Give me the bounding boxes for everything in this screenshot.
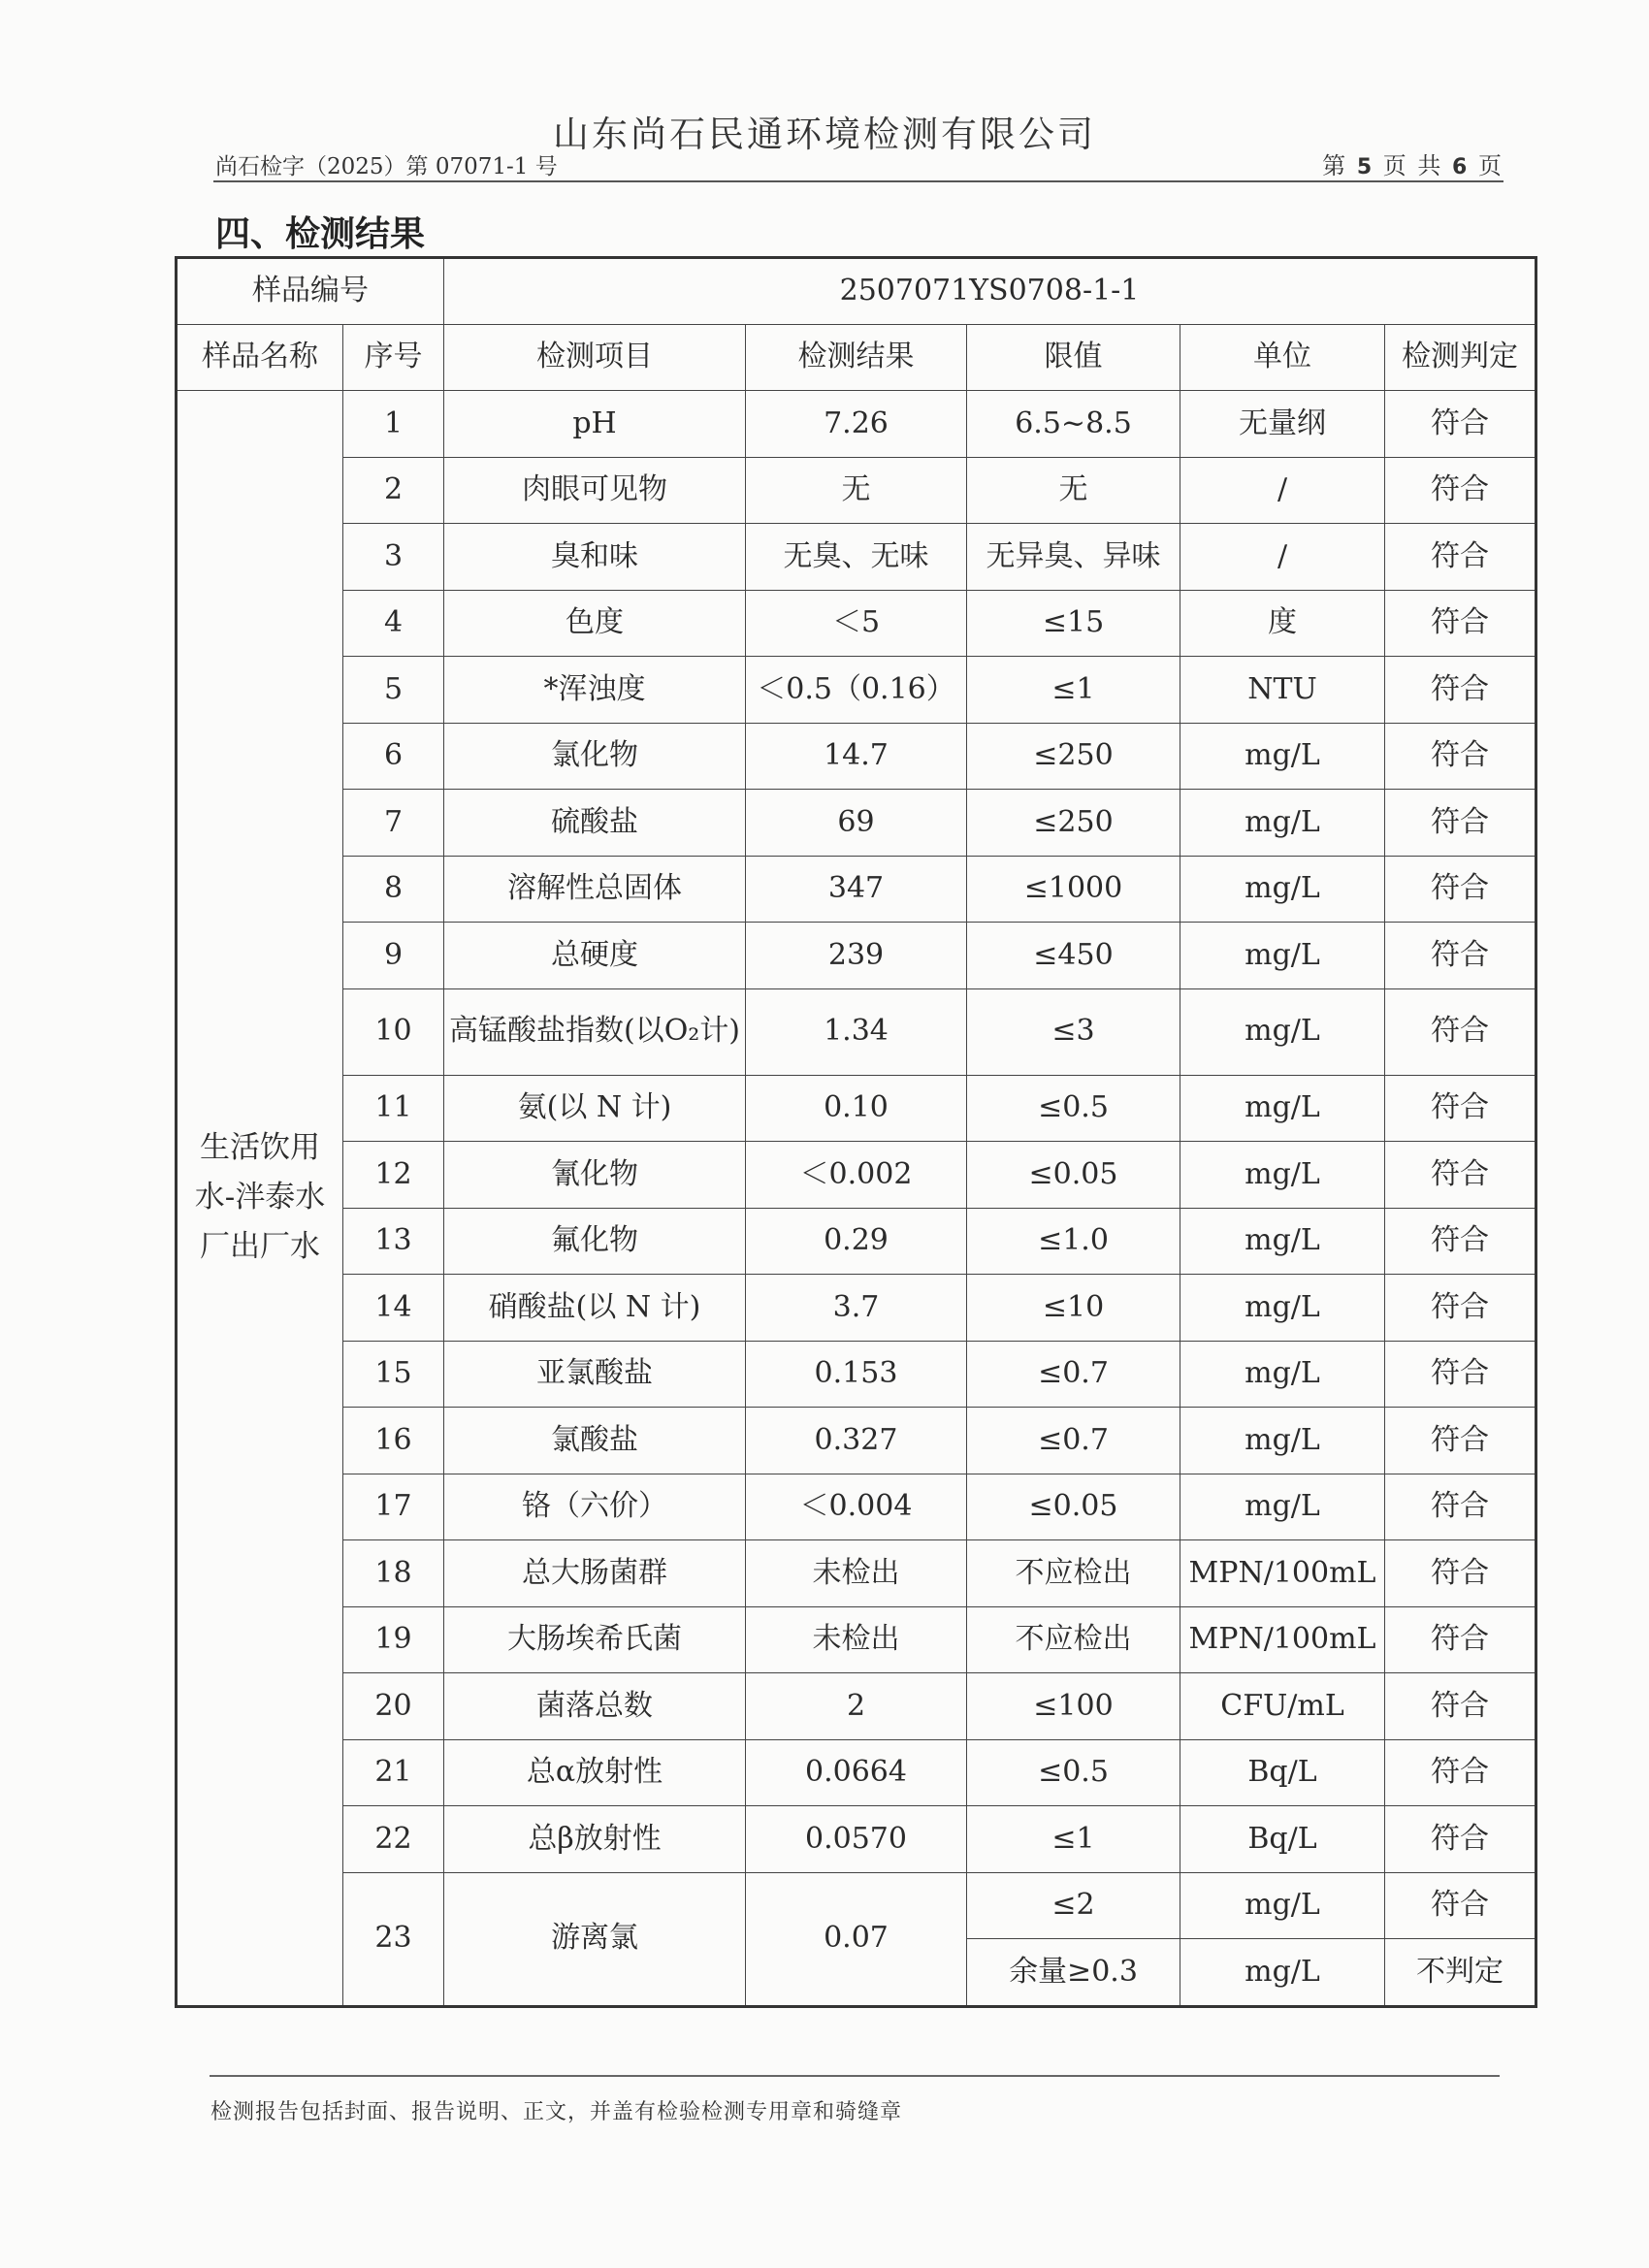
test-result: 3.7 bbox=[746, 1275, 967, 1342]
test-item: 总大肠菌群 bbox=[444, 1540, 746, 1607]
sample-id-row bbox=[177, 258, 1536, 325]
test-item: 氟化物 bbox=[444, 1208, 746, 1275]
company-name: 山东尚石民通环境检测有限公司 bbox=[553, 113, 1096, 155]
table-row bbox=[177, 590, 1536, 657]
col-header-item: 检测项目 bbox=[444, 325, 746, 391]
test-item: 亚氯酸盐 bbox=[444, 1341, 746, 1408]
unit: MPN/100mL bbox=[1180, 1540, 1385, 1607]
table-row bbox=[177, 988, 1536, 1075]
limit-value: ≤3 bbox=[967, 988, 1180, 1075]
test-item: 铬（六价） bbox=[444, 1474, 746, 1540]
limit-value: ≤0.5 bbox=[967, 1739, 1180, 1806]
judgement: 符合 bbox=[1385, 1275, 1536, 1342]
judgement: 符合 bbox=[1385, 1872, 1536, 1939]
unit: mg/L bbox=[1180, 1939, 1385, 2007]
test-item: 氯酸盐 bbox=[444, 1408, 746, 1474]
page-current: 5 bbox=[1356, 155, 1374, 179]
test-item: 氯化物 bbox=[444, 723, 746, 790]
unit: / bbox=[1180, 524, 1385, 591]
col-header-judgement: 检测判定 bbox=[1385, 325, 1536, 391]
table-row bbox=[177, 923, 1536, 989]
header-divider bbox=[213, 180, 1504, 182]
page-prefix: 第 bbox=[1322, 152, 1348, 179]
table-row bbox=[177, 1208, 1536, 1275]
row-number: 1 bbox=[343, 391, 444, 458]
test-result: ＜5 bbox=[746, 590, 967, 657]
row-number: 2 bbox=[343, 457, 444, 524]
unit: Bq/L bbox=[1180, 1806, 1385, 1873]
test-item: 氰化物 bbox=[444, 1142, 746, 1209]
row-number: 7 bbox=[343, 790, 444, 857]
judgement: 符合 bbox=[1385, 1673, 1536, 1740]
judgement: 符合 bbox=[1385, 1208, 1536, 1275]
limit-value: ≤0.5 bbox=[967, 1075, 1180, 1142]
test-result: 7.26 bbox=[746, 391, 967, 458]
test-result: ＜0.004 bbox=[746, 1474, 967, 1540]
limit-value: ≤0.05 bbox=[967, 1474, 1180, 1540]
unit: mg/L bbox=[1180, 1275, 1385, 1342]
col-header-sample-name: 样品名称 bbox=[177, 325, 343, 391]
unit: mg/L bbox=[1180, 923, 1385, 989]
row-number: 8 bbox=[343, 856, 444, 923]
table-row bbox=[177, 1606, 1536, 1673]
test-result: 1.34 bbox=[746, 988, 967, 1075]
limit-value: ≤0.7 bbox=[967, 1341, 1180, 1408]
test-result: 无 bbox=[746, 457, 967, 524]
row-number: 13 bbox=[343, 1208, 444, 1275]
judgement: 符合 bbox=[1385, 1408, 1536, 1474]
unit: mg/L bbox=[1180, 988, 1385, 1075]
table-row bbox=[177, 1142, 1536, 1209]
unit: mg/L bbox=[1180, 1341, 1385, 1408]
test-item: *浑浊度 bbox=[444, 657, 746, 724]
table-row bbox=[177, 1806, 1536, 1873]
table-row bbox=[177, 856, 1536, 923]
limit-value: ≤1000 bbox=[967, 856, 1180, 923]
footer-note: 检测报告包括封面、报告说明、正文，并盖有检验检测专用章和骑缝章 bbox=[210, 2100, 903, 2124]
test-result: 0.0570 bbox=[746, 1806, 967, 1873]
judgement: 符合 bbox=[1385, 1142, 1536, 1209]
judgement: 符合 bbox=[1385, 1739, 1536, 1806]
unit: 度 bbox=[1180, 590, 1385, 657]
test-item: 总硬度 bbox=[444, 923, 746, 989]
page-indicator bbox=[1322, 146, 1504, 180]
table-row bbox=[177, 1540, 1536, 1607]
table-row bbox=[177, 790, 1536, 857]
limit-value: ≤10 bbox=[967, 1275, 1180, 1342]
table-row bbox=[177, 1739, 1536, 1806]
limit-value: ≤1 bbox=[967, 657, 1180, 724]
table-row bbox=[177, 657, 1536, 724]
row-number: 22 bbox=[343, 1806, 444, 1873]
col-header-result: 检测结果 bbox=[746, 325, 967, 391]
col-header-no: 序号 bbox=[343, 325, 444, 391]
test-result: 无臭、无味 bbox=[746, 524, 967, 591]
unit: NTU bbox=[1180, 657, 1385, 724]
unit: MPN/100mL bbox=[1180, 1606, 1385, 1673]
limit-value: 不应检出 bbox=[967, 1606, 1180, 1673]
judgement: 符合 bbox=[1385, 590, 1536, 657]
judgement: 符合 bbox=[1385, 856, 1536, 923]
unit: mg/L bbox=[1180, 1075, 1385, 1142]
row-number: 10 bbox=[343, 988, 444, 1075]
table-row bbox=[177, 1275, 1536, 1342]
judgement: 符合 bbox=[1385, 524, 1536, 591]
test-result: 0.10 bbox=[746, 1075, 967, 1142]
test-item: 游离氯 bbox=[444, 1872, 746, 2006]
limit-value: ≤450 bbox=[967, 923, 1180, 989]
table-row bbox=[177, 723, 1536, 790]
limit-value: 6.5~8.5 bbox=[967, 391, 1180, 458]
limit-value: 无异臭、异味 bbox=[967, 524, 1180, 591]
unit: mg/L bbox=[1180, 1142, 1385, 1209]
limit-value: ≤15 bbox=[967, 590, 1180, 657]
row-number: 14 bbox=[343, 1275, 444, 1342]
test-item: 高锰酸盐指数(以O₂计) bbox=[444, 988, 746, 1075]
limit-value: ≤2 bbox=[967, 1872, 1180, 1939]
row-number: 19 bbox=[343, 1606, 444, 1673]
table-row bbox=[177, 1408, 1536, 1474]
table-row bbox=[177, 524, 1536, 591]
judgement: 符合 bbox=[1385, 988, 1536, 1075]
unit: mg/L bbox=[1180, 1474, 1385, 1540]
test-result: 239 bbox=[746, 923, 967, 989]
unit: / bbox=[1180, 457, 1385, 524]
limit-value: ≤1.0 bbox=[967, 1208, 1180, 1275]
judgement: 符合 bbox=[1385, 657, 1536, 724]
test-item: 肉眼可见物 bbox=[444, 457, 746, 524]
test-result: 未检出 bbox=[746, 1606, 967, 1673]
judgement: 符合 bbox=[1385, 1540, 1536, 1607]
table-row bbox=[177, 1341, 1536, 1408]
test-result: 347 bbox=[746, 856, 967, 923]
unit: mg/L bbox=[1180, 856, 1385, 923]
table-row bbox=[177, 457, 1536, 524]
results-table bbox=[175, 256, 1537, 2008]
test-result: 未检出 bbox=[746, 1540, 967, 1607]
row-number: 23 bbox=[343, 1872, 444, 2006]
test-result: ＜0.5（0.16） bbox=[746, 657, 967, 724]
section-title: 四、检测结果 bbox=[215, 214, 426, 254]
judgement: 符合 bbox=[1385, 457, 1536, 524]
test-result: 0.153 bbox=[746, 1341, 967, 1408]
test-item: 溶解性总固体 bbox=[444, 856, 746, 923]
table-row bbox=[177, 1872, 1536, 1939]
test-item: pH bbox=[444, 391, 746, 458]
limit-value: 余量≥0.3 bbox=[967, 1939, 1180, 2007]
unit: mg/L bbox=[1180, 1872, 1385, 1939]
test-item: 硝酸盐(以 N 计) bbox=[444, 1275, 746, 1342]
test-result: 0.327 bbox=[746, 1408, 967, 1474]
unit: 无量纲 bbox=[1180, 391, 1385, 458]
test-result: 14.7 bbox=[746, 723, 967, 790]
test-item: 总β放射性 bbox=[444, 1806, 746, 1873]
unit: mg/L bbox=[1180, 723, 1385, 790]
limit-value: 无 bbox=[967, 457, 1180, 524]
row-number: 12 bbox=[343, 1142, 444, 1209]
test-result: 2 bbox=[746, 1673, 967, 1740]
col-header-limit: 限值 bbox=[967, 325, 1180, 391]
unit: mg/L bbox=[1180, 1408, 1385, 1474]
judgement: 符合 bbox=[1385, 923, 1536, 989]
judgement: 符合 bbox=[1385, 1606, 1536, 1673]
column-header-row bbox=[177, 325, 1536, 391]
judgement: 符合 bbox=[1385, 391, 1536, 458]
test-item: 色度 bbox=[444, 590, 746, 657]
unit: mg/L bbox=[1180, 790, 1385, 857]
row-number: 15 bbox=[343, 1341, 444, 1408]
judgement: 符合 bbox=[1385, 1474, 1536, 1540]
row-number: 18 bbox=[343, 1540, 444, 1607]
test-item: 臭和味 bbox=[444, 524, 746, 591]
test-item: 大肠埃希氏菌 bbox=[444, 1606, 746, 1673]
row-number: 6 bbox=[343, 723, 444, 790]
unit: mg/L bbox=[1180, 1208, 1385, 1275]
row-number: 16 bbox=[343, 1408, 444, 1474]
row-number: 4 bbox=[343, 590, 444, 657]
test-result: 0.0664 bbox=[746, 1739, 967, 1806]
page-total: 6 bbox=[1452, 155, 1470, 179]
judgement: 符合 bbox=[1385, 723, 1536, 790]
sample-id-label: 样品编号 bbox=[177, 258, 444, 325]
test-item: 总α放射性 bbox=[444, 1739, 746, 1806]
unit: CFU/mL bbox=[1180, 1673, 1385, 1740]
test-item: 氨(以 N 计) bbox=[444, 1075, 746, 1142]
judgement: 符合 bbox=[1385, 790, 1536, 857]
row-number: 11 bbox=[343, 1075, 444, 1142]
row-number: 3 bbox=[343, 524, 444, 591]
col-header-unit: 单位 bbox=[1180, 325, 1385, 391]
page-suffix: 页 bbox=[1478, 152, 1504, 179]
table-row bbox=[177, 1075, 1536, 1142]
test-result: 0.07 bbox=[746, 1872, 967, 2006]
unit: Bq/L bbox=[1180, 1739, 1385, 1806]
judgement: 不判定 bbox=[1385, 1939, 1536, 2007]
limit-value: ≤0.7 bbox=[967, 1408, 1180, 1474]
sample-id-value: 2507071YS0708-1-1 bbox=[444, 258, 1536, 325]
sample-name-cell: 生活饮用水-泮泰水厂出厂水 bbox=[177, 391, 343, 2007]
limit-value: ≤100 bbox=[967, 1673, 1180, 1740]
row-number: 5 bbox=[343, 657, 444, 724]
limit-value: ≤250 bbox=[967, 790, 1180, 857]
limit-value: ≤250 bbox=[967, 723, 1180, 790]
judgement: 符合 bbox=[1385, 1341, 1536, 1408]
test-result: 0.29 bbox=[746, 1208, 967, 1275]
report-number: 尚石检字（2025）第 07071-1 号 bbox=[215, 154, 558, 179]
test-item: 菌落总数 bbox=[444, 1673, 746, 1740]
row-number: 9 bbox=[343, 923, 444, 989]
limit-value: ≤1 bbox=[967, 1806, 1180, 1873]
judgement: 符合 bbox=[1385, 1075, 1536, 1142]
test-result: 69 bbox=[746, 790, 967, 857]
limit-value: 不应检出 bbox=[967, 1540, 1180, 1607]
table-row bbox=[177, 391, 1536, 458]
row-number: 20 bbox=[343, 1673, 444, 1740]
row-number: 17 bbox=[343, 1474, 444, 1540]
table-row bbox=[177, 1673, 1536, 1740]
limit-value: ≤0.05 bbox=[967, 1142, 1180, 1209]
test-item: 硫酸盐 bbox=[444, 790, 746, 857]
test-result: ＜0.002 bbox=[746, 1142, 967, 1209]
page-mid: 页 共 bbox=[1382, 152, 1443, 179]
judgement: 符合 bbox=[1385, 1806, 1536, 1873]
row-number: 21 bbox=[343, 1739, 444, 1806]
table-row bbox=[177, 1474, 1536, 1540]
footer-divider bbox=[210, 2075, 1500, 2077]
